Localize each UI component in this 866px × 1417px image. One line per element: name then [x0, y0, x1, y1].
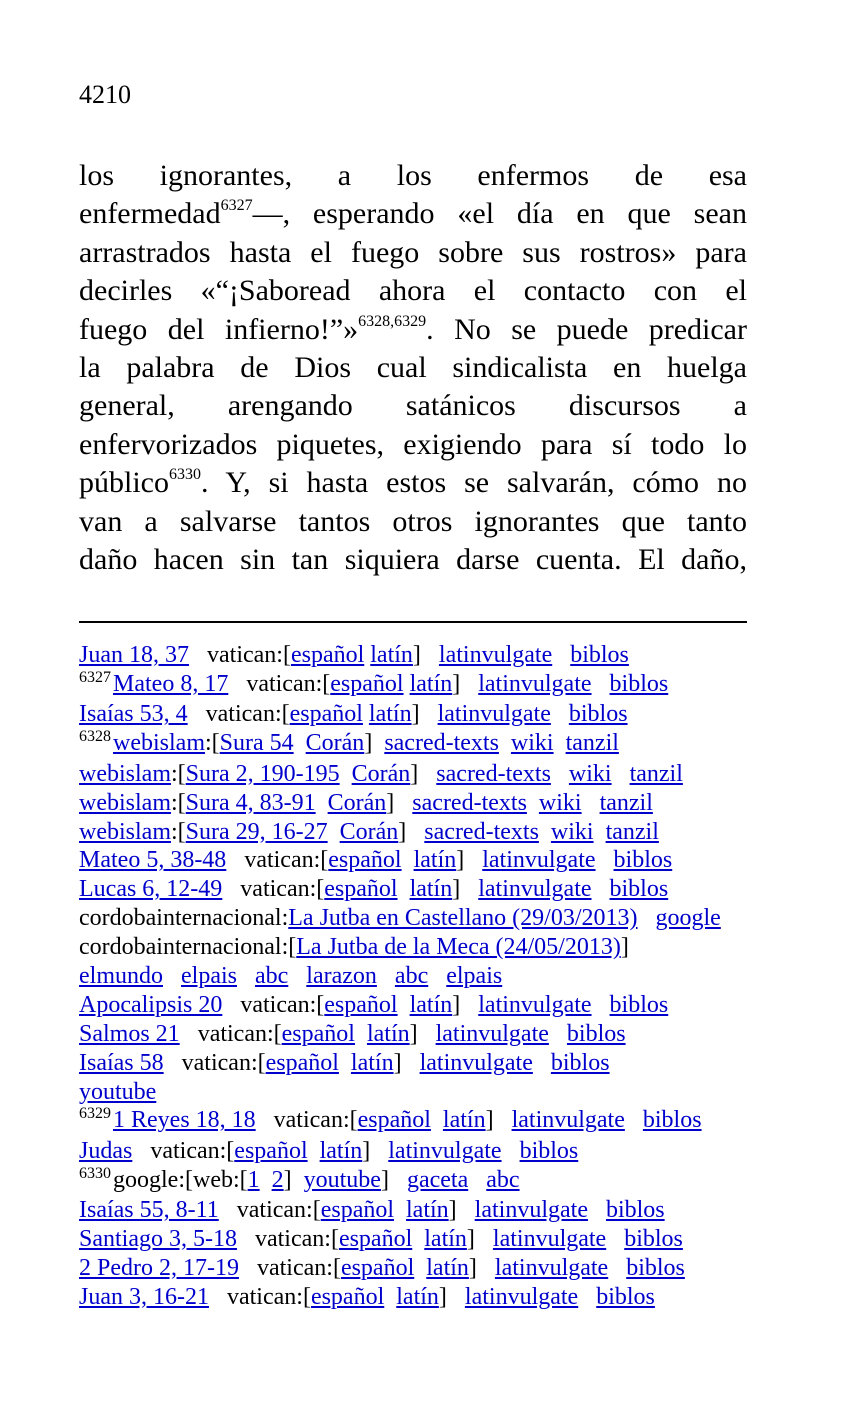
ref-link[interactable]: Isaías 58 [79, 1049, 164, 1076]
ref-link[interactable]: Juan 18, 37 [79, 642, 189, 668]
footnote-ref[interactable]: 6328,6329 [358, 312, 427, 330]
footnote-line: webislam:[Sura 4, 83-91 Corán] sacred-texts wiki tanzil [79, 789, 653, 816]
latinvulgate-link[interactable]: latinvulgate [388, 1137, 502, 1164]
ref-link[interactable]: Juan 3, 16-21 [79, 1284, 209, 1311]
body-line: arrastrados hasta el fuego sobre sus rostros» para [79, 235, 747, 269]
latin-link[interactable]: latín [409, 670, 453, 697]
youtube-link[interactable]: youtube [79, 1078, 157, 1105]
footnote-ref[interactable]: 6327 [220, 197, 253, 215]
sacred-texts-link[interactable]: sacred-texts [412, 789, 527, 816]
espanol-link[interactable]: español [320, 1197, 395, 1224]
espanol-link[interactable]: español [281, 1020, 355, 1047]
latinvulgate-link[interactable]: latinvulgate [478, 991, 592, 1018]
footnote-line: Lucas 6, 12-49 vatican:[español latín] latinvulgate biblos [79, 876, 669, 903]
tanzil-link[interactable]: tanzil [605, 818, 659, 845]
sacred-texts-link[interactable]: sacred-texts [384, 730, 499, 757]
body-line: los ignorantes, a los enfermos de esa [79, 159, 747, 192]
footnote-line: $^{6328}$webislam:[Sura 54 Corán] sacred-texts wiki tanzil [79, 728, 619, 757]
sacred-texts-link[interactable]: sacred-texts [424, 818, 539, 845]
footnote-line: Santiago 3, 5-18 vatican:[español latín] latinvulgate biblos [79, 1226, 683, 1253]
sura-link[interactable]: Sura 4, 83-91 [185, 789, 316, 816]
webislam-link[interactable]: webislam [79, 760, 171, 787]
biblos-link[interactable]: biblos [642, 1107, 702, 1134]
coran-link[interactable]: Corán [305, 730, 365, 757]
latinvulgate-link[interactable]: latinvulgate [482, 847, 596, 874]
espanol-link[interactable]: español [234, 1137, 308, 1164]
footnote-ref[interactable]: 6330 [169, 466, 201, 484]
body-line: general, arengando satánicos discursos a [79, 389, 747, 423]
footnote-line [79, 962, 779, 991]
footnote-line: Apocalipsis 20 vatican:[español latín] latinvulgate biblos [79, 991, 669, 1018]
biblos-link[interactable]: biblos [570, 642, 629, 668]
footnote-line: Mateo 5, 38-48 vatican:[español latín] latinvulgate biblos [79, 847, 673, 874]
webislam-link[interactable]: webislam [79, 789, 171, 816]
latin-link[interactable]: latín [406, 1197, 449, 1224]
body-line: público$^{6330}$. Y, si hasta estos se salvarán, cómo no [79, 466, 747, 500]
espanol-link[interactable]: español [340, 1255, 415, 1282]
ref-link[interactable]: Mateo 5, 38-48 [79, 847, 227, 874]
espanol-link[interactable]: español [330, 670, 404, 697]
web-1-link[interactable]: 1 [247, 1166, 260, 1193]
biblos-link[interactable]: biblos [566, 1020, 626, 1047]
sura-link[interactable]: Sura 29, 16-27 [185, 818, 328, 845]
wiki-link[interactable]: wiki [568, 760, 612, 787]
body-line: fuego del infierno!”»$^{6328,6329}$. No se puede predicar [79, 312, 747, 346]
latin-link[interactable]: latín [409, 876, 453, 903]
latin-link[interactable]: latín [424, 1226, 467, 1253]
latinvulgate-link[interactable]: latinvulgate [474, 1197, 588, 1224]
biblos-link[interactable]: biblos [550, 1049, 610, 1076]
abc-link[interactable]: abc [486, 1166, 520, 1193]
footnote-divider [79, 621, 747, 623]
footnote-line: Isaías 58 vatican:[español latín] latinvulgate biblos [79, 1049, 610, 1076]
ref-link[interactable]: Salmos 21 [79, 1020, 180, 1047]
ref-link[interactable]: Santiago 3, 5-18 [79, 1226, 237, 1253]
biblos-link[interactable]: biblos [613, 847, 673, 874]
espanol-link[interactable]: español [324, 991, 398, 1018]
wiki-link[interactable]: wiki [510, 730, 554, 757]
footnote-line: Juan 18, 37 vatican:[español latín] latinvulgate biblos [79, 642, 629, 668]
ref-link[interactable]: 2 Pedro 2, 17-19 [79, 1255, 239, 1282]
latinvulgate-link[interactable]: latinvulgate [478, 876, 592, 903]
latinvulgate-link[interactable]: latinvulgate [438, 642, 553, 668]
biblos-link[interactable]: biblos [624, 1226, 683, 1253]
espanol-link[interactable]: español [357, 1107, 431, 1134]
ref-link[interactable]: Judas [79, 1137, 133, 1164]
page-number: 4210 [79, 80, 131, 109]
elpais-link[interactable]: elpais [181, 963, 237, 990]
latin-link[interactable]: latín [426, 1255, 469, 1282]
body-line: decirles «“¡Saboread ahora el contacto con el [79, 274, 747, 308]
footnote-line: cordobainternacional:La Jutba en Castellano (29/03/2013) google [79, 905, 721, 932]
latin-link[interactable]: latín [366, 1020, 410, 1047]
footnote-line: Juan 3, 16-21 vatican:[español latín] latinvulgate biblos [79, 1284, 655, 1311]
body-line: daño hacen sin tan siquiera darse cuenta. El daño, [79, 542, 747, 576]
latin-link[interactable]: latín [370, 642, 413, 668]
latinvulgate-link[interactable]: latinvulgate [437, 701, 551, 728]
latinvulgate-link[interactable]: latinvulgate [478, 670, 592, 697]
tanzil-link[interactable]: tanzil [599, 789, 653, 816]
footnote-line: Judas vatican:[español latín] latinvulgate biblos [79, 1137, 579, 1164]
latin-link[interactable]: latín [413, 847, 457, 874]
google-link[interactable]: google [655, 905, 721, 932]
biblos-link[interactable]: biblos [609, 876, 669, 903]
body-line: enfervorizados piquetes, exigiendo para sí todo lo [79, 427, 747, 461]
abc-link[interactable]: abc [254, 963, 289, 990]
biblos-link[interactable]: biblos [626, 1255, 685, 1282]
elmundo-link[interactable]: elmundo [79, 963, 163, 990]
footnote-number: 6328 [79, 728, 111, 746]
wiki-link[interactable]: wiki [538, 789, 582, 816]
tanzil-link[interactable]: tanzil [565, 730, 619, 757]
ref-link[interactable]: Isaías 55, 8-11 [79, 1197, 219, 1224]
latinvulgate-link[interactable]: latinvulgate [494, 1255, 609, 1282]
latin-link[interactable]: latín [442, 1107, 486, 1134]
latinvulgate-link[interactable]: latinvulgate [511, 1107, 625, 1134]
footnote-line: cordobainternacional:[La Jutba de la Meca (24/05/2013)] [79, 934, 629, 961]
footnote-number: 6330 [79, 1164, 111, 1182]
espanol-link[interactable]: español [310, 1284, 385, 1311]
biblos-link[interactable]: biblos [519, 1137, 579, 1164]
webislam-link[interactable]: webislam [113, 730, 205, 757]
body-text [79, 157, 747, 579]
espanol-link[interactable]: español [328, 847, 402, 874]
espanol-link[interactable]: español [289, 701, 363, 728]
coran-link[interactable]: Corán [327, 789, 387, 816]
coran-link[interactable]: Corán [351, 760, 411, 787]
footnote-line [79, 1078, 779, 1107]
footnote-line: $^{6327}$Mateo 8, 17 vatican:[español latín] latinvulgate biblos [79, 668, 669, 697]
body-line: van a salvarse tantos otros ignorantes que tanto [79, 504, 747, 538]
ref-link[interactable]: 1 Reyes 18, 18 [113, 1107, 256, 1134]
footnote-line: $^{6330}$google:[web:[1 2] youtube] gaceta abc [79, 1164, 520, 1193]
footnotes [79, 641, 779, 1312]
latinvulgate-link[interactable]: latinvulgate [435, 1020, 549, 1047]
abc-link[interactable]: abc [394, 963, 429, 990]
footnote-line: Isaías 53, 4 vatican:[español latín] latinvulgate biblos [79, 701, 628, 728]
espanol-link[interactable]: español [338, 1226, 413, 1253]
tanzil-link[interactable]: tanzil [629, 760, 683, 787]
sura-link[interactable]: Sura 2, 190-195 [185, 760, 340, 787]
jutba-link[interactable]: La Jutba de la Meca (24/05/2013) [296, 934, 621, 961]
ref-link[interactable]: Lucas 6, 12-49 [79, 876, 223, 903]
footnote-line: webislam:[Sura 2, 190-195 Corán] sacred-texts wiki tanzil [79, 760, 683, 787]
ref-link[interactable]: Isaías 53, 4 [79, 701, 188, 728]
web-2-link[interactable]: 2 [271, 1166, 284, 1193]
coran-link[interactable]: Corán [339, 818, 399, 845]
latin-link[interactable]: latín [319, 1137, 363, 1164]
espanol-link[interactable]: español [290, 642, 365, 668]
latinvulgate-link[interactable]: latinvulgate [419, 1049, 533, 1076]
footnote-line: Isaías 55, 8-11 vatican:[español latín] latinvulgate biblos [79, 1197, 665, 1224]
ref-link[interactable]: Mateo 8, 17 [113, 670, 229, 697]
latinvulgate-link[interactable]: latinvulgate [464, 1284, 579, 1311]
latin-link[interactable]: latín [368, 701, 412, 728]
biblos-link[interactable]: biblos [596, 1284, 655, 1311]
latin-link[interactable]: latín [409, 991, 453, 1018]
elpais-link[interactable]: elpais [446, 963, 503, 990]
ref-link[interactable]: Apocalipsis 20 [79, 991, 223, 1018]
footnote-line: Salmos 21 vatican:[español latín] latinvulgate biblos [79, 1020, 626, 1047]
sacred-texts-link[interactable]: sacred-texts [436, 760, 551, 787]
gaceta-link[interactable]: gaceta [406, 1166, 469, 1193]
footnote-line: 2 Pedro 2, 17-19 vatican:[español latín] latinvulgate biblos [79, 1255, 685, 1282]
biblos-link[interactable]: biblos [605, 1197, 665, 1224]
footnote-line: $^{6329}$1 Reyes 18, 18 vatican:[español latín] latinvulgate biblos [79, 1105, 702, 1134]
youtube-link[interactable]: youtube [303, 1166, 381, 1193]
latin-link[interactable]: latín [396, 1284, 439, 1311]
footnote-number: 6329 [79, 1105, 111, 1123]
espanol-link[interactable]: español [324, 876, 398, 903]
wiki-link[interactable]: wiki [550, 818, 594, 845]
body-line: enfermedad$^{6327}$—, esperando «el día en que sean [79, 197, 747, 231]
webislam-link[interactable]: webislam [79, 818, 171, 845]
jutba-link[interactable]: La Jutba en Castellano (29/03/2013) [288, 905, 638, 932]
sura-link[interactable]: Sura 54 [219, 730, 294, 757]
latin-link[interactable]: latín [350, 1049, 394, 1076]
footnote-number: 6327 [79, 668, 111, 686]
espanol-link[interactable]: español [265, 1049, 339, 1076]
footnote-line: webislam:[Sura 29, 16-27 Corán] sacred-texts wiki tanzil [79, 818, 659, 845]
biblos-link[interactable]: biblos [568, 701, 628, 728]
biblos-link[interactable]: biblos [609, 670, 669, 697]
biblos-link[interactable]: biblos [609, 991, 669, 1018]
latinvulgate-link[interactable]: latinvulgate [492, 1226, 607, 1253]
larazon-link[interactable]: larazon [306, 963, 377, 990]
body-line: la palabra de Dios cual sindicalista en huelga [79, 350, 747, 384]
